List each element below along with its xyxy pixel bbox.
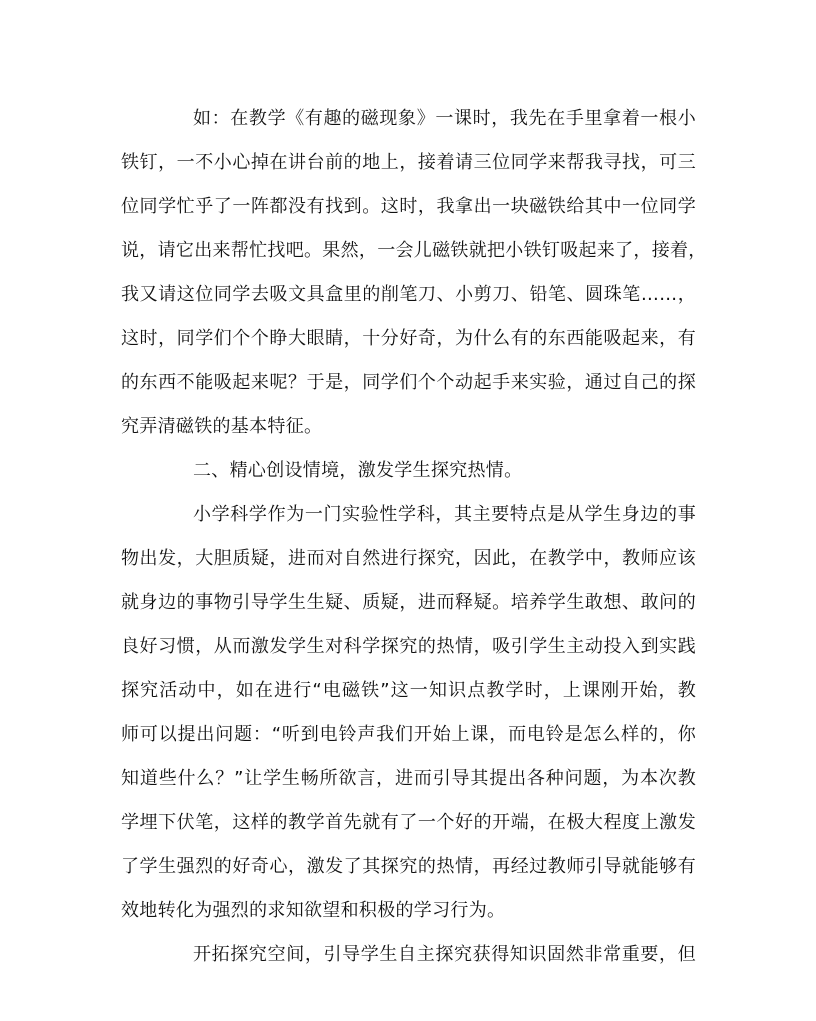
paragraph-1-line-1: 如：在教学《有趣的磁现象》一课时，我先在手里拿着一根小 [193,108,696,129]
paragraph-2-line-5: 探究活动中，如在进行“电磁铁”这一知识点教学时，上课刚开始，教 [121,680,696,701]
paragraph-2-line-7: 知道些什么？”让学生畅所欲言，进而引导其提出各种问题，为本次教 [121,768,696,789]
paragraph-1-line-4: 说，请它出来帮忙找吧。果然，一会儿磁铁就把小铁钉吸起来了，接着， [121,240,707,261]
paragraph-2-line-6: 师可以提出问题：“听到电铃声我们开始上课，而电铃是怎么样的，你 [121,724,696,745]
paragraph-2-line-1: 小学科学作为一门实验性学科，其主要特点是从学生身边的事 [193,504,696,525]
paragraph-2-line-10: 效地转化为强烈的求知欲望和积极的学习行为。 [121,900,506,921]
paragraph-1-line-8: 究弄清磁铁的基本特征。 [121,416,323,437]
paragraph-2-line-9: 了学生强烈的好奇心，激发了其探究的热情，再经过教师引导就能够有 [121,856,696,877]
paragraph-1-line-6: 这时，同学们个个睁大眼睛，十分好奇，为什么有的东西能吸起来，有 [121,328,696,349]
paragraph-3-line-1: 开拓探究空间，引导学生自主探究获得知识固然非常重要，但 [193,944,696,965]
paragraph-2-line-8: 学埋下伏笔，这样的教学首先就有了一个好的开端，在极大程度上激发 [121,812,696,833]
paragraph-1-line-5: 我又请这位同学去吸文具盒里的削笔刀、小剪刀、铅笔、圆珠笔……， [121,284,696,305]
paragraph-1-line-3: 位同学忙乎了一阵都没有找到。这时，我拿出一块磁铁给其中一位同学 [121,196,696,217]
paragraph-2-line-2: 物出发，大胆质疑，进而对自然进行探究，因此，在教学中，教师应该 [121,548,696,569]
section-heading: 二、精心创设情境，激发学生探究热情。 [193,460,523,481]
paragraph-1-line-7: 的东西不能吸起来呢？于是，同学们个个动起手来实验，通过自己的探 [121,372,696,393]
paragraph-2-line-4: 良好习惯，从而激发学生对科学探究的热情，吸引学生主动投入到实践 [121,636,696,657]
paragraph-2-line-3: 就身边的事物引导学生生疑、质疑，进而释疑。培养学生敢想、敢问的 [121,592,696,613]
paragraph-1-line-2: 铁钉，一不小心掉在讲台前的地上，接着请三位同学来帮我寻找，可三 [121,152,696,173]
